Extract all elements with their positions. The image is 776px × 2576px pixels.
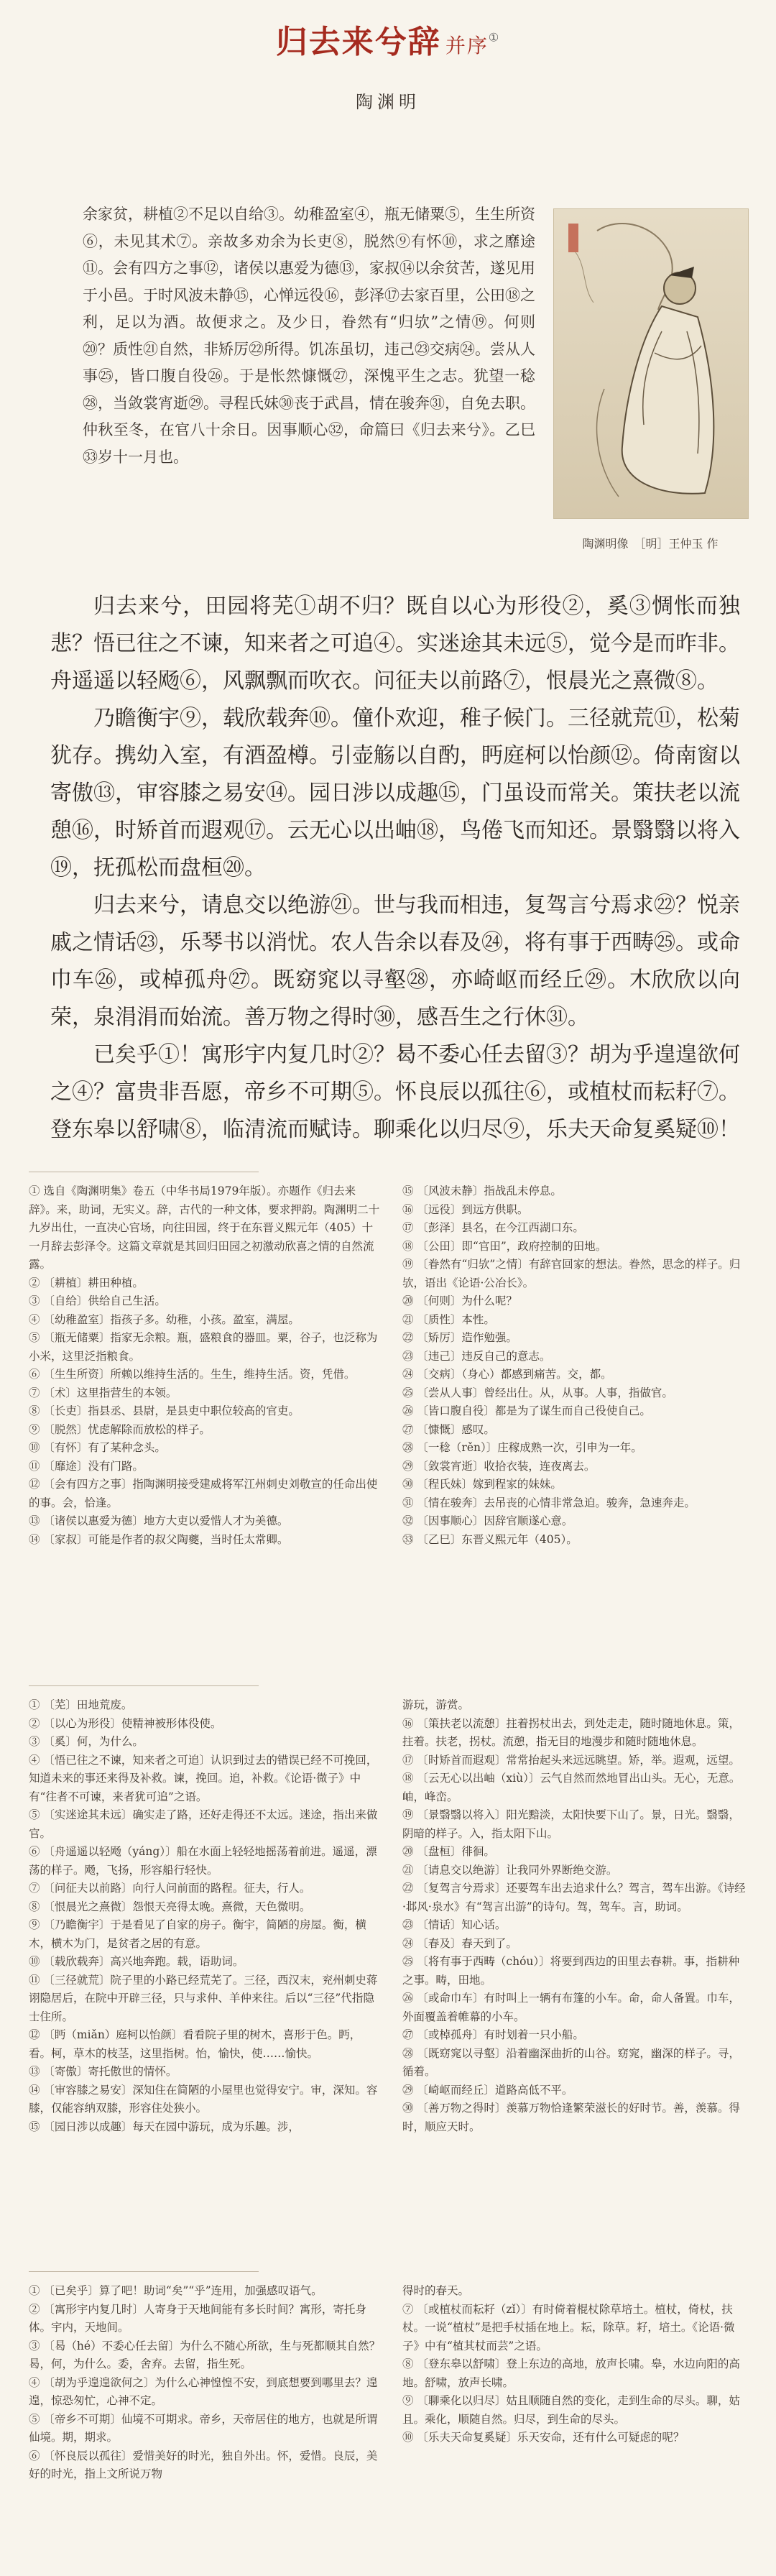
stanza-4: 已矣乎①！寓形宇内复几时②？曷不委心任去留③？胡为乎遑遑欲何之④？富贵非吾愿，帝乡不可期⑤。怀良辰以孤往⑥，或植杖而耘耔⑦。登东皋以舒啸⑧，临清流而赋诗。聊乘化以归尽⑨，乐夫天命复奚疑⑩！	[50, 1042, 740, 1142]
note-item: ㉚ 〔善万物之得时〕羡慕万物恰逢繁荣滋长的好时节。善，羡慕。得时，顺应天时。	[402, 2102, 740, 2133]
author-name: 陶渊明	[356, 92, 420, 112]
note-item: ⑦ 〔或植杖而耘耔（zǐ）〕有时倚着棍杖除草培土。植杖，倚杖，扶杖。一说“植杖”是把手杖插在地上。耘，除草。耔，培土。《论语·微子》中有“植其杖而芸”之语。	[402, 2302, 735, 2352]
note-item: ⑨ 〔乃瞻衡宇〕于是看见了自家的房子。衡宇，简陋的房屋。衡，横木，横木为门，是贫者之居的有意。	[29, 1918, 366, 1950]
note-item: ⑧ 〔长吏〕指县丞、县尉，是县吏中职位较高的官吏。	[29, 1404, 300, 1417]
note-item: ⑦ 〔术〕这里指营生的本领。	[29, 1386, 177, 1399]
note-item: ⑤ 〔帝乡不可期〕仙境不可期求。帝乡，天帝居住的地方，也就是所谓仙境。期，期求。	[29, 2412, 378, 2444]
note-item: ⑲ 〔眷然有“归欤”之情〕有辞官回家的想法。眷然，思念的样子。归欤，语出《论语·公冶长》。	[402, 1258, 741, 1289]
note-item: ⑲ 〔景翳翳以将入〕阳光黯淡，太阳快要下山了。景，日光。翳翳，阴暗的样子。入，指太阳下山。	[402, 1808, 740, 1840]
note-item: ⑯ 〔远役〕到远方供职。	[402, 1202, 529, 1216]
main-text	[50, 588, 740, 1149]
note-item: ⑤ 〔瓶无储粟〕指家无余粮。瓶，盛粮食的器皿。粟，谷子，也泛称为小米，这里泛指粮食。	[29, 1331, 378, 1363]
note-item: ③ 〔自给〕供给自己生活。	[29, 1294, 166, 1307]
notes-divider-2	[29, 1685, 259, 1686]
note-item: ⑬ 〔寄傲〕寄托傲世的情怀。	[29, 2065, 177, 2078]
note-item: ⑯ 〔策扶老以流憩〕拄着拐杖出去，到处走走，随时随地休息。策，拄着。扶老，拐杖。流憩，指无目的地漫步和随时随地休息。	[402, 1716, 740, 1748]
notes-group-1-right	[402, 1182, 747, 1549]
note-item: ⑱ 〔公田〕即“官田”，政府控制的田地。	[402, 1239, 607, 1253]
note-item: ㉔ 〔春及〕春天到了。	[402, 1936, 517, 1950]
note-item: ① 选自《陶渊明集》卷五（中华书局1979年版）。亦题作《归去来辞》。来，助词，无实义。辞，古代的一种文体，要求押韵。陶渊明二十九岁出仕，一直决心官场，向往田园，终于在东晋义熙元年（405）十一月辞去彭泽令。这篇文章就是其回归田园之初激动欣喜之情的自然流露。	[29, 1184, 380, 1271]
note-item: ⑧ 〔登东皋以舒啸〕登上东边的高地，放声长啸。皋，水边向阳的高地。舒啸，放声长啸。	[402, 2358, 740, 2389]
stanza-2: 乃瞻衡宇⑨，载欣载奔⑩。僮仆欢迎，稚子候门。三径就荒⑪，松菊犹存。携幼入室，有酒盈樽。引壶觞以自酌，眄庭柯以怡颜⑫。倚南窗以寄傲⑬，审容膝之易安⑭。园日涉以成趣⑮，门虽设而常关。策扶老以流憩⑯，时矫首而遐观⑰。云无心以出岫⑱，鸟倦飞而知还。景翳翳以将入⑲，抚孤松而盘桓⑳。	[50, 706, 740, 880]
note-item: 游玩，游赏。	[402, 1698, 470, 1711]
note-item: ⑨ 〔聊乘化以归尽〕姑且顺随自然的变化，走到生命的尽头。聊，姑且。乘化，顺随自然。归尽，到生命的尽头。	[402, 2394, 740, 2426]
note-item: ⑮ 〔园日涉以成趣〕每天在园中游玩，成为乐趣。涉，	[29, 2120, 300, 2133]
portrait-painting	[553, 208, 749, 519]
note-item: ⑫ 〔眄（miǎn）庭柯以怡颜〕看看院子里的树木，喜形于色。眄，看。柯，草木的枝茎，这里指树。怡，愉快，使……愉快。	[29, 2028, 361, 2060]
note-item: ㉘ 〔既窈窕以寻壑〕沿着幽深曲折的山谷。窈窕，幽深的样子。寻，循着。	[402, 2046, 740, 2078]
title-text: 归去来兮辞	[275, 24, 441, 60]
note-item: ⑳ 〔盘桓〕徘徊。	[402, 1845, 495, 1858]
note-item: ㉜ 〔因事顺心〕因辞官顺遂心意。	[402, 1514, 573, 1527]
notes-group-3-left	[29, 2282, 381, 2484]
title-subtitle: 并序	[445, 34, 489, 58]
note-item: ⑭ 〔审容膝之易安〕深知住在简陋的小屋里也觉得安宁。审，深知。容膝，仅能容纳双膝，形容住处狭小。	[29, 2083, 378, 2115]
note-item: 得时的春天。	[402, 2284, 470, 2297]
notes-divider-3	[29, 2271, 259, 2272]
note-item: ⑳ 〔何则〕为什么呢？	[402, 1294, 517, 1307]
note-item: ⑩ 〔有怀〕有了某种念头。	[29, 1441, 166, 1454]
note-item: ④ 〔悟已往之不谏，知来者之可追〕认识到过去的错误已经不可挽回，知道未来的事还来得及补救。谏，挽回。追，补救。《论语·微子》中有“往者不可谏，来者犹可追”之语。	[29, 1753, 378, 1803]
note-item: ① 〔已矣乎〕算了吧！助词“矣”“乎”连用，加强感叹语气。	[29, 2284, 323, 2297]
note-item: ④ 〔幼稚盈室〕指孩子多。幼稚，小孩。盈室，满屋。	[29, 1312, 300, 1326]
note-item: ⑰ 〔时矫首而遐观〕常常抬起头来远远眺望。矫，举。遐观，远望。	[402, 1753, 740, 1767]
note-item: ㉙ 〔敛裳宵逝〕收拾衣装，连夜离去。	[402, 1459, 596, 1473]
note-item: ④ 〔胡为乎遑遑欲何之〕为什么心神惶惶不安，到底想要到哪里去？遑遑，惊恐匆忙，心神不定。	[29, 2375, 378, 2407]
note-item: ⑧ 〔恨晨光之熹微〕怨恨天亮得太晚。熹微，天色微明。	[29, 1900, 311, 1913]
note-item: ㉛ 〔情在骏奔〕去吊丧的心情非常急迫。骏奔，急速奔走。	[402, 1496, 696, 1509]
note-item: ㉘ 〔一稔（rěn）〕庄稼成熟一次，引申为一年。	[402, 1441, 642, 1454]
note-item: ③ 〔曷（hé）不委心任去留〕为什么不随心所欲，生与死都顺其自然？曷，何，为什么。委，舍弃。去留，指生死。	[29, 2339, 381, 2370]
note-item: ⑤ 〔实迷途其未远〕确实走了路，还好走得还不太远。迷途，指出来做官。	[29, 1808, 378, 1840]
note-item: ② 〔耕植〕耕田种植。	[29, 1276, 144, 1289]
note-item: ⑮ 〔风波未静〕指战乱未停息。	[402, 1184, 562, 1197]
note-item: ② 〔以心为形役〕使精神被形体役使。	[29, 1716, 222, 1730]
page-title	[0, 16, 776, 62]
note-item: ㉑ 〔请息交以绝游〕让我同外界断绝交游。	[402, 1863, 618, 1877]
portrait-caption: 陶渊明像 ［明］王仲玉 作	[582, 537, 719, 551]
note-item: ㉝ 〔乙巳〕东晋义熙元年（405）。	[402, 1532, 578, 1546]
note-item: ㉒ 〔矫厉〕造作勉强。	[402, 1331, 517, 1344]
stanza-3: 归去来兮，请息交以绝游㉑。世与我而相违，复驾言兮焉求㉒？悦亲戚之情话㉓，乐琴书以消忧。农人告余以春及㉔，将有事于西畴㉕。或命巾车㉖，或棹孤舟㉗。既窈窕以寻壑㉘，亦崎岖而经丘㉙。木欣欣以向荣，泉涓涓而始流。善万物之得时㉚，感吾生之行休㉛。	[50, 893, 740, 1030]
note-item: ㉙ 〔崎岖而经丘〕道路高低不平。	[402, 2083, 573, 2097]
note-item: ⑩ 〔乐夫天命复奚疑〕乐天安命，还有什么可疑虑的呢？	[402, 2431, 685, 2444]
stanza-1: 归去来兮，田园将芜①胡不归？既自以心为形役②，奚③惆怅而独悲？悟已往之不谏，知来者之可追④。实迷途其未远⑤，觉今是而昨非。舟遥遥以轻飏⑥，风飘飘而吹衣。问征夫以前路⑦，恨晨光之熹微⑧。	[50, 594, 740, 694]
note-item: ㉗ 〔或棹孤舟〕有时划着一只小船。	[402, 2028, 584, 2041]
note-item: ⑬ 〔诸侯以惠爱为德〕地方大吏以爱惜人才为美德。	[29, 1514, 289, 1527]
title-footnote-mark: ①	[488, 30, 501, 45]
note-item: ⑪ 〔三径就荒〕院子里的小路已经荒芜了。三径，西汉末，兖州刺史蒋诩隐居后，在院中开辟三径，只与求仲、羊仲来往。后以“三径”代指隐士住所。	[29, 1973, 378, 2023]
note-item: ⑫ 〔会有四方之事〕指陶渊明接受建威将军江州刺史刘敬宣的任命出使的事。会，恰逢。	[29, 1478, 378, 1509]
note-item: ⑩ 〔载欣载奔〕高兴地奔跑。载，语助词。	[29, 1955, 244, 1968]
note-item: ㉔ 〔交病〕（身心）都感到痛苦。交，都。	[402, 1368, 612, 1381]
note-item: ② 〔寓形宇内复几时〕人寄身于天地间能有多长时间？寓形，寄托身体。宇内，天地间。	[29, 2302, 366, 2334]
note-item: ㉕ 〔将有事于西畴（chóu）〕将要到西边的田里去春耕。事，指耕种之事。畴，田地。	[402, 1955, 740, 1987]
note-item: ㉖ 〔皆口腹自役〕都是为了谋生而自己役使自己。	[402, 1404, 651, 1417]
note-item: ⑱ 〔云无心以出岫（xiù）〕云气自然而然地冒出山头。无心，无意。岫，峰峦。	[402, 1772, 741, 1803]
note-item: ㉓ 〔违己〕违反自己的意志。	[402, 1349, 551, 1363]
notes-group-2-left	[29, 1696, 381, 2136]
notes-group-3-right	[402, 2282, 747, 2447]
note-item: ⑭ 〔家叔〕可能是作者的叔父陶夔，当时任太常卿。	[29, 1532, 289, 1546]
note-item: ㉚ 〔程氏妹〕嫁到程家的妹妹。	[402, 1478, 562, 1491]
note-item: ㉗ 〔慷慨〕感叹。	[402, 1422, 495, 1436]
note-item: ⑦ 〔问征夫以前路〕向行人问前面的路程。征夫，行人。	[29, 1882, 311, 1895]
notes-group-1-left	[29, 1182, 381, 1549]
note-item: ㉖ 〔或命巾车〕有时叫上一辆有布篷的小车。命，命人备置。巾车，外面覆盖着帷幕的小车。	[402, 1992, 740, 2023]
note-item: ① 〔芜〕田地荒废。	[29, 1698, 133, 1711]
note-item: ㉓ 〔情话〕知心话。	[402, 1918, 507, 1931]
note-item: ⑪ 〔靡途〕没有门路。	[29, 1459, 144, 1473]
note-item: ⑥ 〔生生所资〕所赖以维持生活的。生生，维持生活。资，凭借。	[29, 1368, 356, 1381]
note-item: ⑰ 〔彭泽〕县名，在今江西湖口东。	[402, 1221, 584, 1234]
note-item: ⑨ 〔脱然〕忧虑解除而放松的样子。	[29, 1422, 211, 1436]
note-item: ㉒ 〔复驾言兮焉求〕还要驾车出去追求什么？驾言，驾车出游。《诗经·邶风·泉水》有“驾言出游”的诗句。驾，驾车。言，助词。	[402, 1882, 746, 1913]
note-item: ㉑ 〔质性〕本性。	[402, 1312, 495, 1326]
note-item: ⑥ 〔舟遥遥以轻飏（yáng）〕船在水面上轻轻地摇荡着前进。遥遥，漂荡的样子。飏，飞扬，形容船行轻快。	[29, 1845, 377, 1877]
portrait-figure-image	[554, 209, 748, 518]
notes-group-2-right	[402, 1696, 747, 2136]
note-item: ⑥ 〔怀良辰以孤往〕爱惜美好的时光，独自外出。怀，爱惜。良辰，美好的时光，指上文所说万物	[29, 2449, 378, 2480]
note-item: ㉕ 〔尝从人事〕曾经出仕。从，从事。人事，指做官。	[402, 1386, 673, 1399]
preface-text: 余家贫，耕植②不足以自给③。幼稚盈室④，瓶无储粟⑤，生生所资⑥，未见其术⑦。亲故多劝余为长吏⑧，脱然⑨有怀⑩，求之靡途⑪。会有四方之事⑫，诸侯以惠爱为德⑬，家叔⑭以余贫苦，遂见用于小邑。于时风波未静⑮，心惮远役⑯，彭泽⑰去家百里，公田⑱之利，足以为酒。故便求之。及少日，眷然有“归欤”之情⑲。何则⑳？质性㉑自然，非矫厉㉒所得。饥冻虽切，违己㉓交病㉔。尝从人事㉕，皆口腹自役㉖。于是怅然慷慨㉗，深愧平生之志。犹望一稔㉘，当敛裳宵逝㉙。寻程氏妹㉚丧于武昌，情在骏奔㉛，自免去职。仲秋至冬，在官八十余日。因事顺心㉜，命篇曰《归去来兮》。乙巳㉝岁十一月也。	[83, 206, 535, 466]
note-item: ③ 〔奚〕何，为什么。	[29, 1735, 144, 1748]
